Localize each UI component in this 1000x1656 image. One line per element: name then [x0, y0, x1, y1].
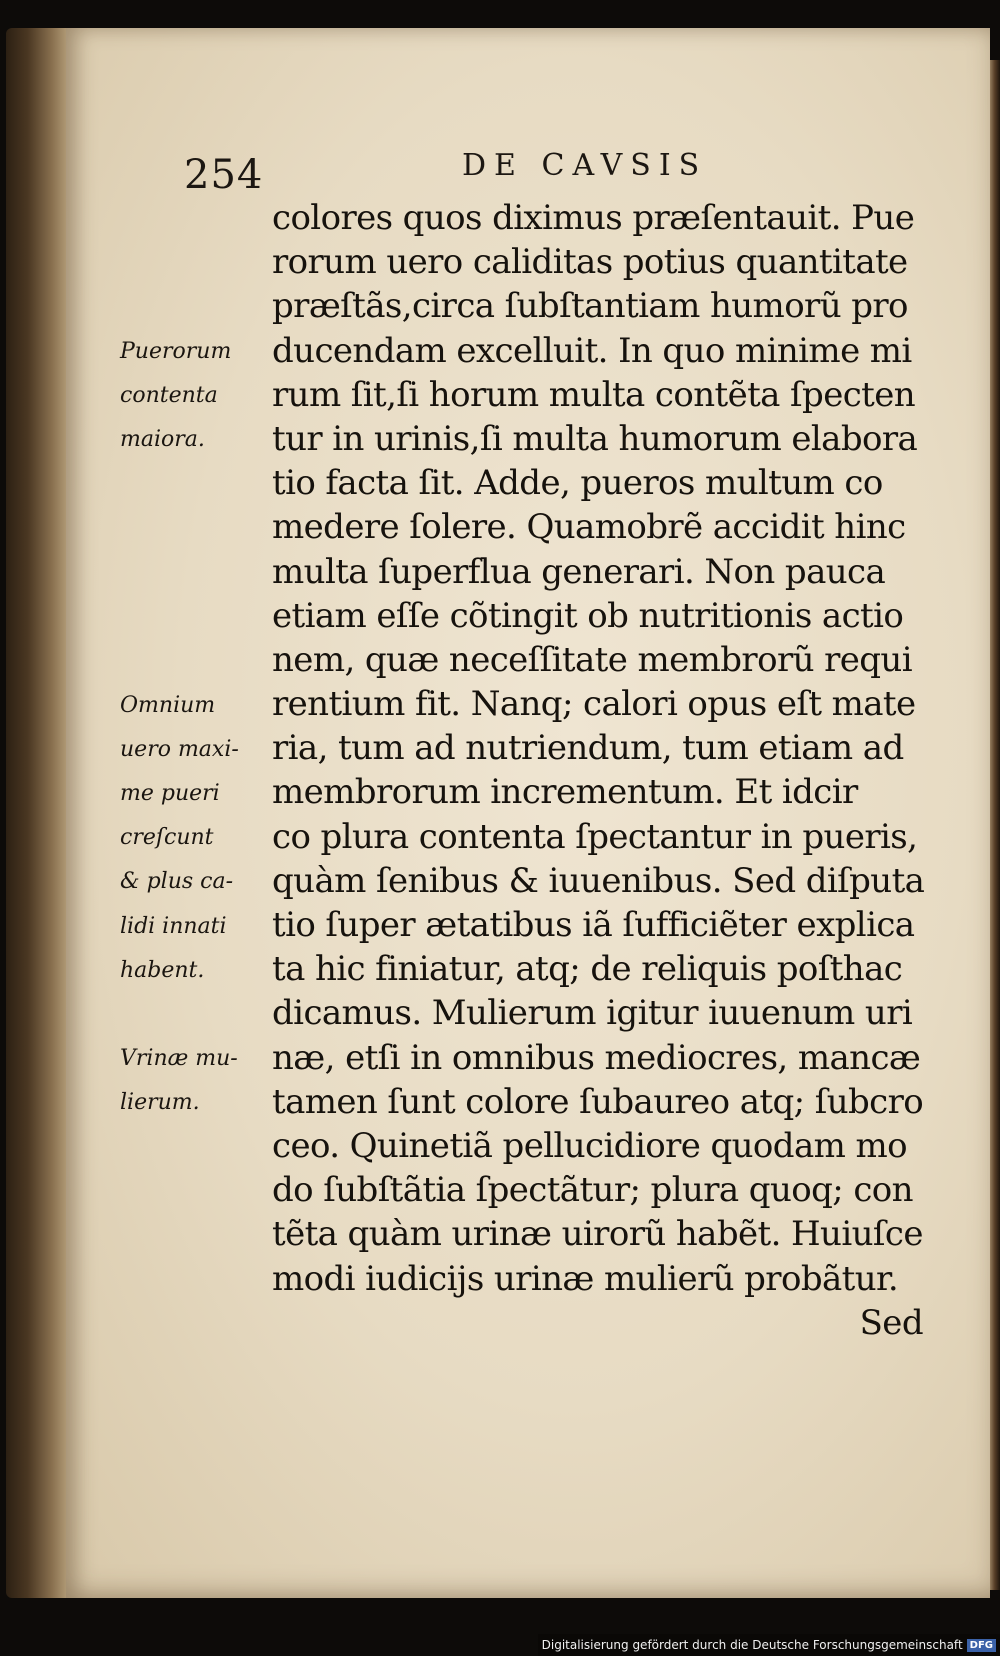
book-spine-edge: [6, 28, 68, 1598]
note-line: & plus ca-: [120, 869, 234, 895]
text-line: membrorum incrementum. Et idcir: [272, 772, 858, 813]
text-line: do ſubſtãtia ſpectãtur; plura quoq; con: [272, 1170, 913, 1211]
text-line: modi iudicijs urinæ mulierũ probãtur.: [272, 1258, 899, 1299]
text-line: næ, etſi in omnibus mediocres, mancæ: [272, 1037, 921, 1078]
text-line: tẽta quàm urinæ uirorũ habẽt. Huiuſce: [272, 1214, 923, 1255]
text-line: rentium fit. Nanq; calori opus eſt mate: [272, 684, 916, 725]
text-line: multa ſuperflua generari. Non pauca: [272, 551, 886, 592]
text-line: colores quos diximus præſentauit. Pue: [272, 198, 915, 238]
text-line: tio ſuper ætatibus iã ſufficiẽter explica: [272, 905, 915, 945]
funding-credit: Digitalisierung gefördert durch die Deutsche Forschungsgemeinschaft: [541, 1638, 963, 1652]
note-line: contenta: [120, 383, 218, 409]
note-line: lidi innati: [120, 913, 227, 939]
note-line: creſcunt: [120, 825, 214, 851]
note-line: me pueri: [120, 780, 220, 806]
dfg-logo-icon: DFG: [967, 1639, 996, 1652]
text-line: ria, tum ad nutriendum, tum etiam ad: [272, 728, 904, 769]
text-line: ta hic finiatur, atq; de reliquis poſthac: [272, 949, 903, 990]
note-line: Vrinæ mu-: [120, 1046, 238, 1072]
margin-note-omnium: [120, 684, 270, 993]
margin-note-vrinae: [120, 1037, 270, 1125]
note-line: habent.: [120, 957, 205, 983]
text-line: nem, quæ neceſſitate membrorũ requi: [272, 639, 913, 680]
text-line: quàm ſenibus & iuuenibus. Sed diſputa: [272, 860, 925, 901]
note-line: Puerorum: [120, 339, 232, 364]
text-line: etiam eſſe cõtingit ob nutritionis actio: [272, 595, 904, 636]
text-line: medere ſolere. Quamobrẽ accidit hinc: [272, 507, 906, 548]
text-line: tio facta ſit. Adde, pueros multum co: [272, 463, 883, 504]
running-head: DE CAVSIS: [462, 148, 708, 183]
text-line: tamen ſunt colore ſubaureo atq; ſubcro: [272, 1081, 924, 1122]
page-number: 254: [184, 152, 264, 198]
catchword: Sed: [859, 1302, 923, 1343]
text-line: co plura contenta ſpectantur in pueris,: [272, 816, 918, 857]
text-line: tur in urinis,ſi multa humorum elabora: [272, 418, 918, 459]
note-line: lierum.: [120, 1090, 200, 1116]
text-line: dicamus. Mulierum igitur iuuenum uri: [272, 993, 913, 1034]
body-text: [272, 196, 927, 1345]
text-line: ducendam excelluit. In quo minime mi: [272, 330, 912, 371]
margin-note-puerorum: [120, 330, 270, 463]
dfg-footer: [538, 1634, 1000, 1656]
note-line: Omnium: [120, 692, 216, 718]
text-line: præſtãs,circa ſubſtantiam humorũ pro: [272, 286, 908, 327]
note-line: maiora.: [120, 427, 205, 453]
text-line: rum ſit,ſi horum multa contẽta ſpecten: [272, 374, 916, 415]
text-line: rorum uero caliditas potius quantitate: [272, 242, 908, 283]
marginalia: [120, 330, 270, 1126]
text-line: ceo. Quinetiã pellucidiore quodam mo: [272, 1125, 907, 1166]
note-line: uero maxi-: [120, 736, 239, 762]
